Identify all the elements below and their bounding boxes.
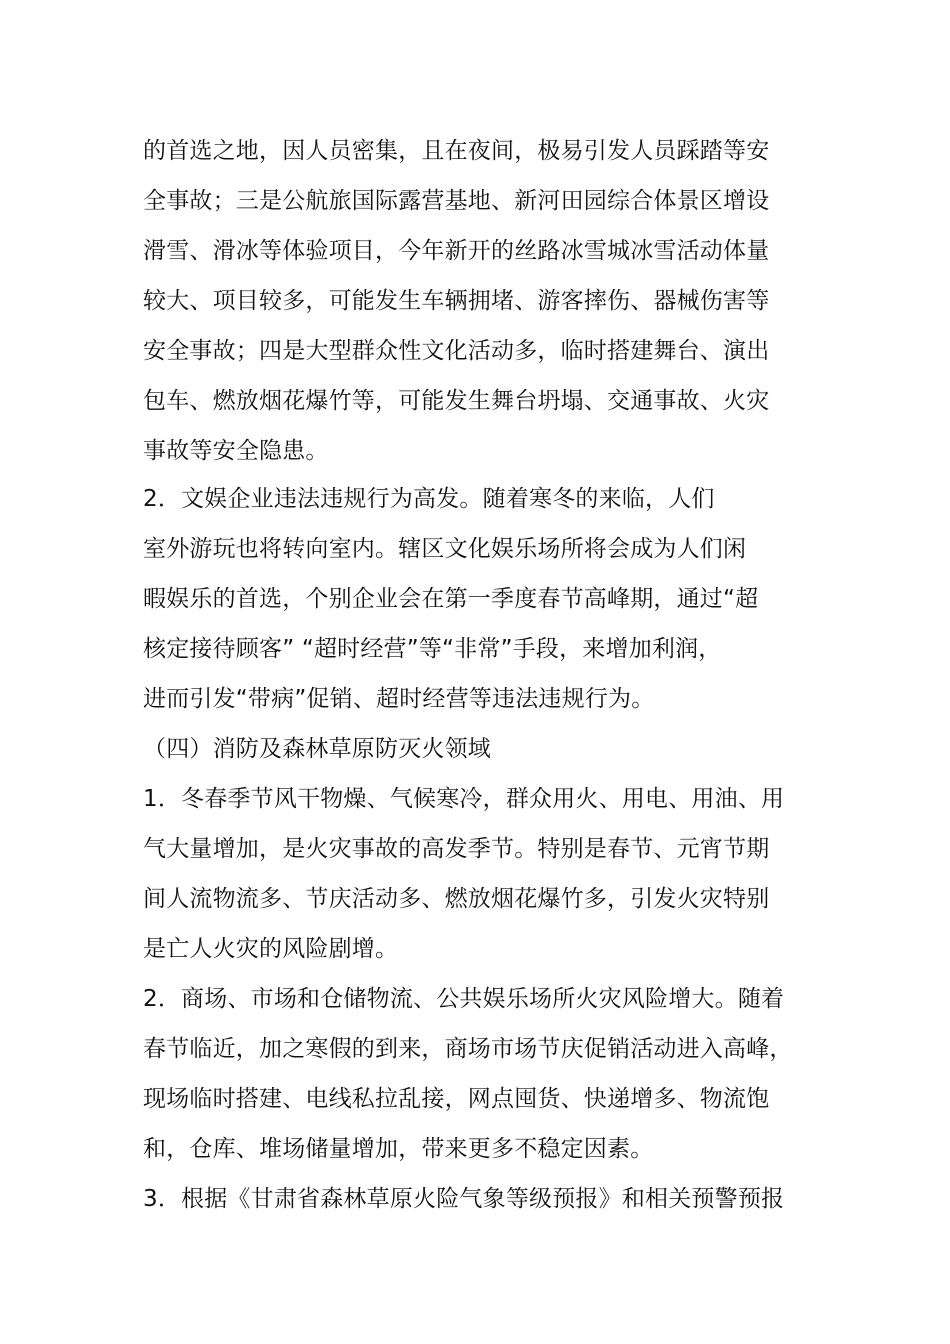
text-line: 3．根据《甘肃省森林草原火险气象等级预报》和相关预警预报	[143, 1186, 785, 1212]
text-line: 进而引发“带病”促销、超时经营等违法违规行为。	[143, 686, 655, 712]
text-line: 1．冬春季节风干物燥、气候寒冷，群众用火、用电、用油、用	[143, 786, 785, 812]
text-line: 的首选之地，因人员密集，且在夜间，极易引发人员踩踏等安	[143, 138, 770, 164]
text-line: 室外游玩也将转向室内。辖区文化娱乐场所将会成为人们闲	[143, 536, 747, 562]
text-line: 气大量增加，是火灾事故的高发季节。特别是春节、元宵节期	[143, 836, 770, 862]
text-line: 事故等安全隐患。	[143, 438, 329, 464]
text-line: 包车、燃放烟花爆竹等，可能发生舞台坍塌、交通事故、火灾	[143, 388, 770, 414]
text-line: 全事故；三是公航旅国际露营基地、新河田园综合体景区增设	[143, 188, 770, 214]
text-line: 2．商场、市场和仓储物流、公共娱乐场所火灾风险增大。随着	[143, 986, 785, 1012]
text-line: 和，仓库、堆场储量增加，带来更多不稳定因素。	[143, 1136, 654, 1162]
text-line: 2．文娱企业违法违规行为高发。随着寒冬的来临，人们	[143, 486, 715, 512]
text-line: 核定接待顾客” “超时经营”等“非常”手段，来增加利润，	[143, 636, 722, 662]
text-line: 间人流物流多、节庆活动多、燃放烟花爆竹多，引发火灾特别	[143, 886, 770, 912]
section-heading: （四）消防及森林草原防灭火领域	[143, 736, 491, 762]
text-line: 是亡人火灾的风险剧增。	[143, 936, 399, 962]
text-line: 暇娱乐的首选，个别企业会在第一季度春节高峰期，通过“超	[143, 586, 759, 612]
text-line: 安全事故；四是大型群众性文化活动多，临时搭建舞台、演出	[143, 338, 770, 364]
text-line: 现场临时搭建、电线私拉乱接，网点囤货、快递增多、物流饱	[143, 1086, 770, 1112]
text-line: 春节临近，加之寒假的到来，商场市场节庆促销活动进入高峰，	[143, 1036, 793, 1062]
text-line: 较大、项目较多，可能发生车辆拥堵、游客摔伤、器械伤害等	[143, 288, 770, 314]
text-line: 滑雪、滑冰等体验项目，今年新开的丝路冰雪城冰雪活动体量	[143, 238, 770, 264]
